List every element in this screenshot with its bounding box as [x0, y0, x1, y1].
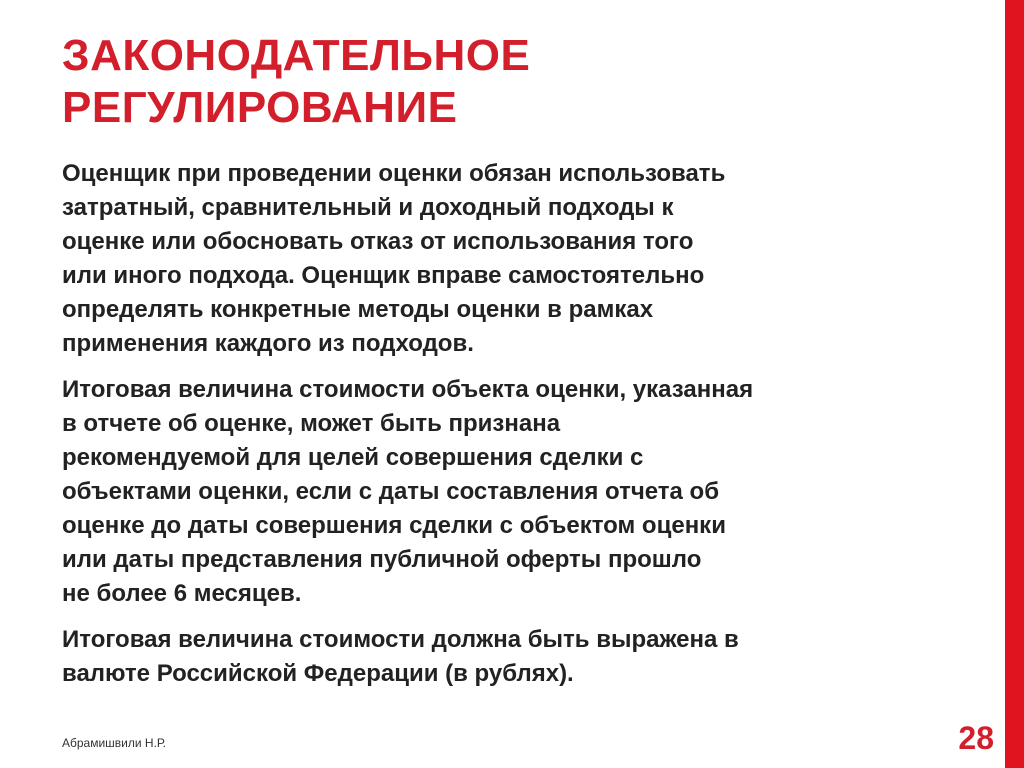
text-line: Оценщик при проведении оценки обязан использовать: [62, 160, 726, 187]
paragraph-validity-period: [62, 373, 902, 611]
page-number: 28: [958, 720, 994, 756]
text-line: или иного подхода. Оценщик вправе самостоятельно: [62, 262, 705, 289]
text-line: или даты представления публичной оферты прошло: [62, 546, 702, 573]
text-line: оценке или обосновать отказ от использования того: [62, 228, 694, 255]
accent-bar: [1005, 0, 1024, 768]
text-line: оценке до даты совершения сделки с объектом оценки: [62, 512, 726, 539]
text-line: затратный, сравнительный и доходный подходы к: [62, 194, 674, 221]
text-line: объектами оценки, если с даты составления отчета об: [62, 478, 720, 505]
slide-body: [62, 157, 902, 703]
paragraph-approaches: [62, 157, 902, 361]
footer-author: Абрамишвили Н.Р.: [62, 736, 166, 750]
paragraph-currency: [62, 623, 902, 691]
text-line: Итоговая величина стоимости должна быть выражена в: [62, 626, 739, 653]
text-line: рекомендуемой для целей совершения сделки с: [62, 444, 644, 471]
text-line: валюте Российской Федерации (в рублях).: [62, 660, 574, 687]
slide-title: [62, 30, 942, 134]
text-line: в отчете об оценке, может быть признана: [62, 410, 561, 437]
accent-divider: [1003, 0, 1005, 768]
text-line: не более 6 месяцев.: [62, 580, 302, 607]
slide-title-line-2: РЕГУЛИРОВАНИЕ: [62, 83, 458, 132]
text-line: определять конкретные методы оценки в рамках: [62, 296, 654, 323]
text-line: применения каждого из подходов.: [62, 330, 474, 357]
slide-title-line-1: ЗАКОНОДАТЕЛЬНОЕ: [62, 31, 531, 80]
text-line: Итоговая величина стоимости объекта оценки, указанная: [62, 376, 754, 403]
